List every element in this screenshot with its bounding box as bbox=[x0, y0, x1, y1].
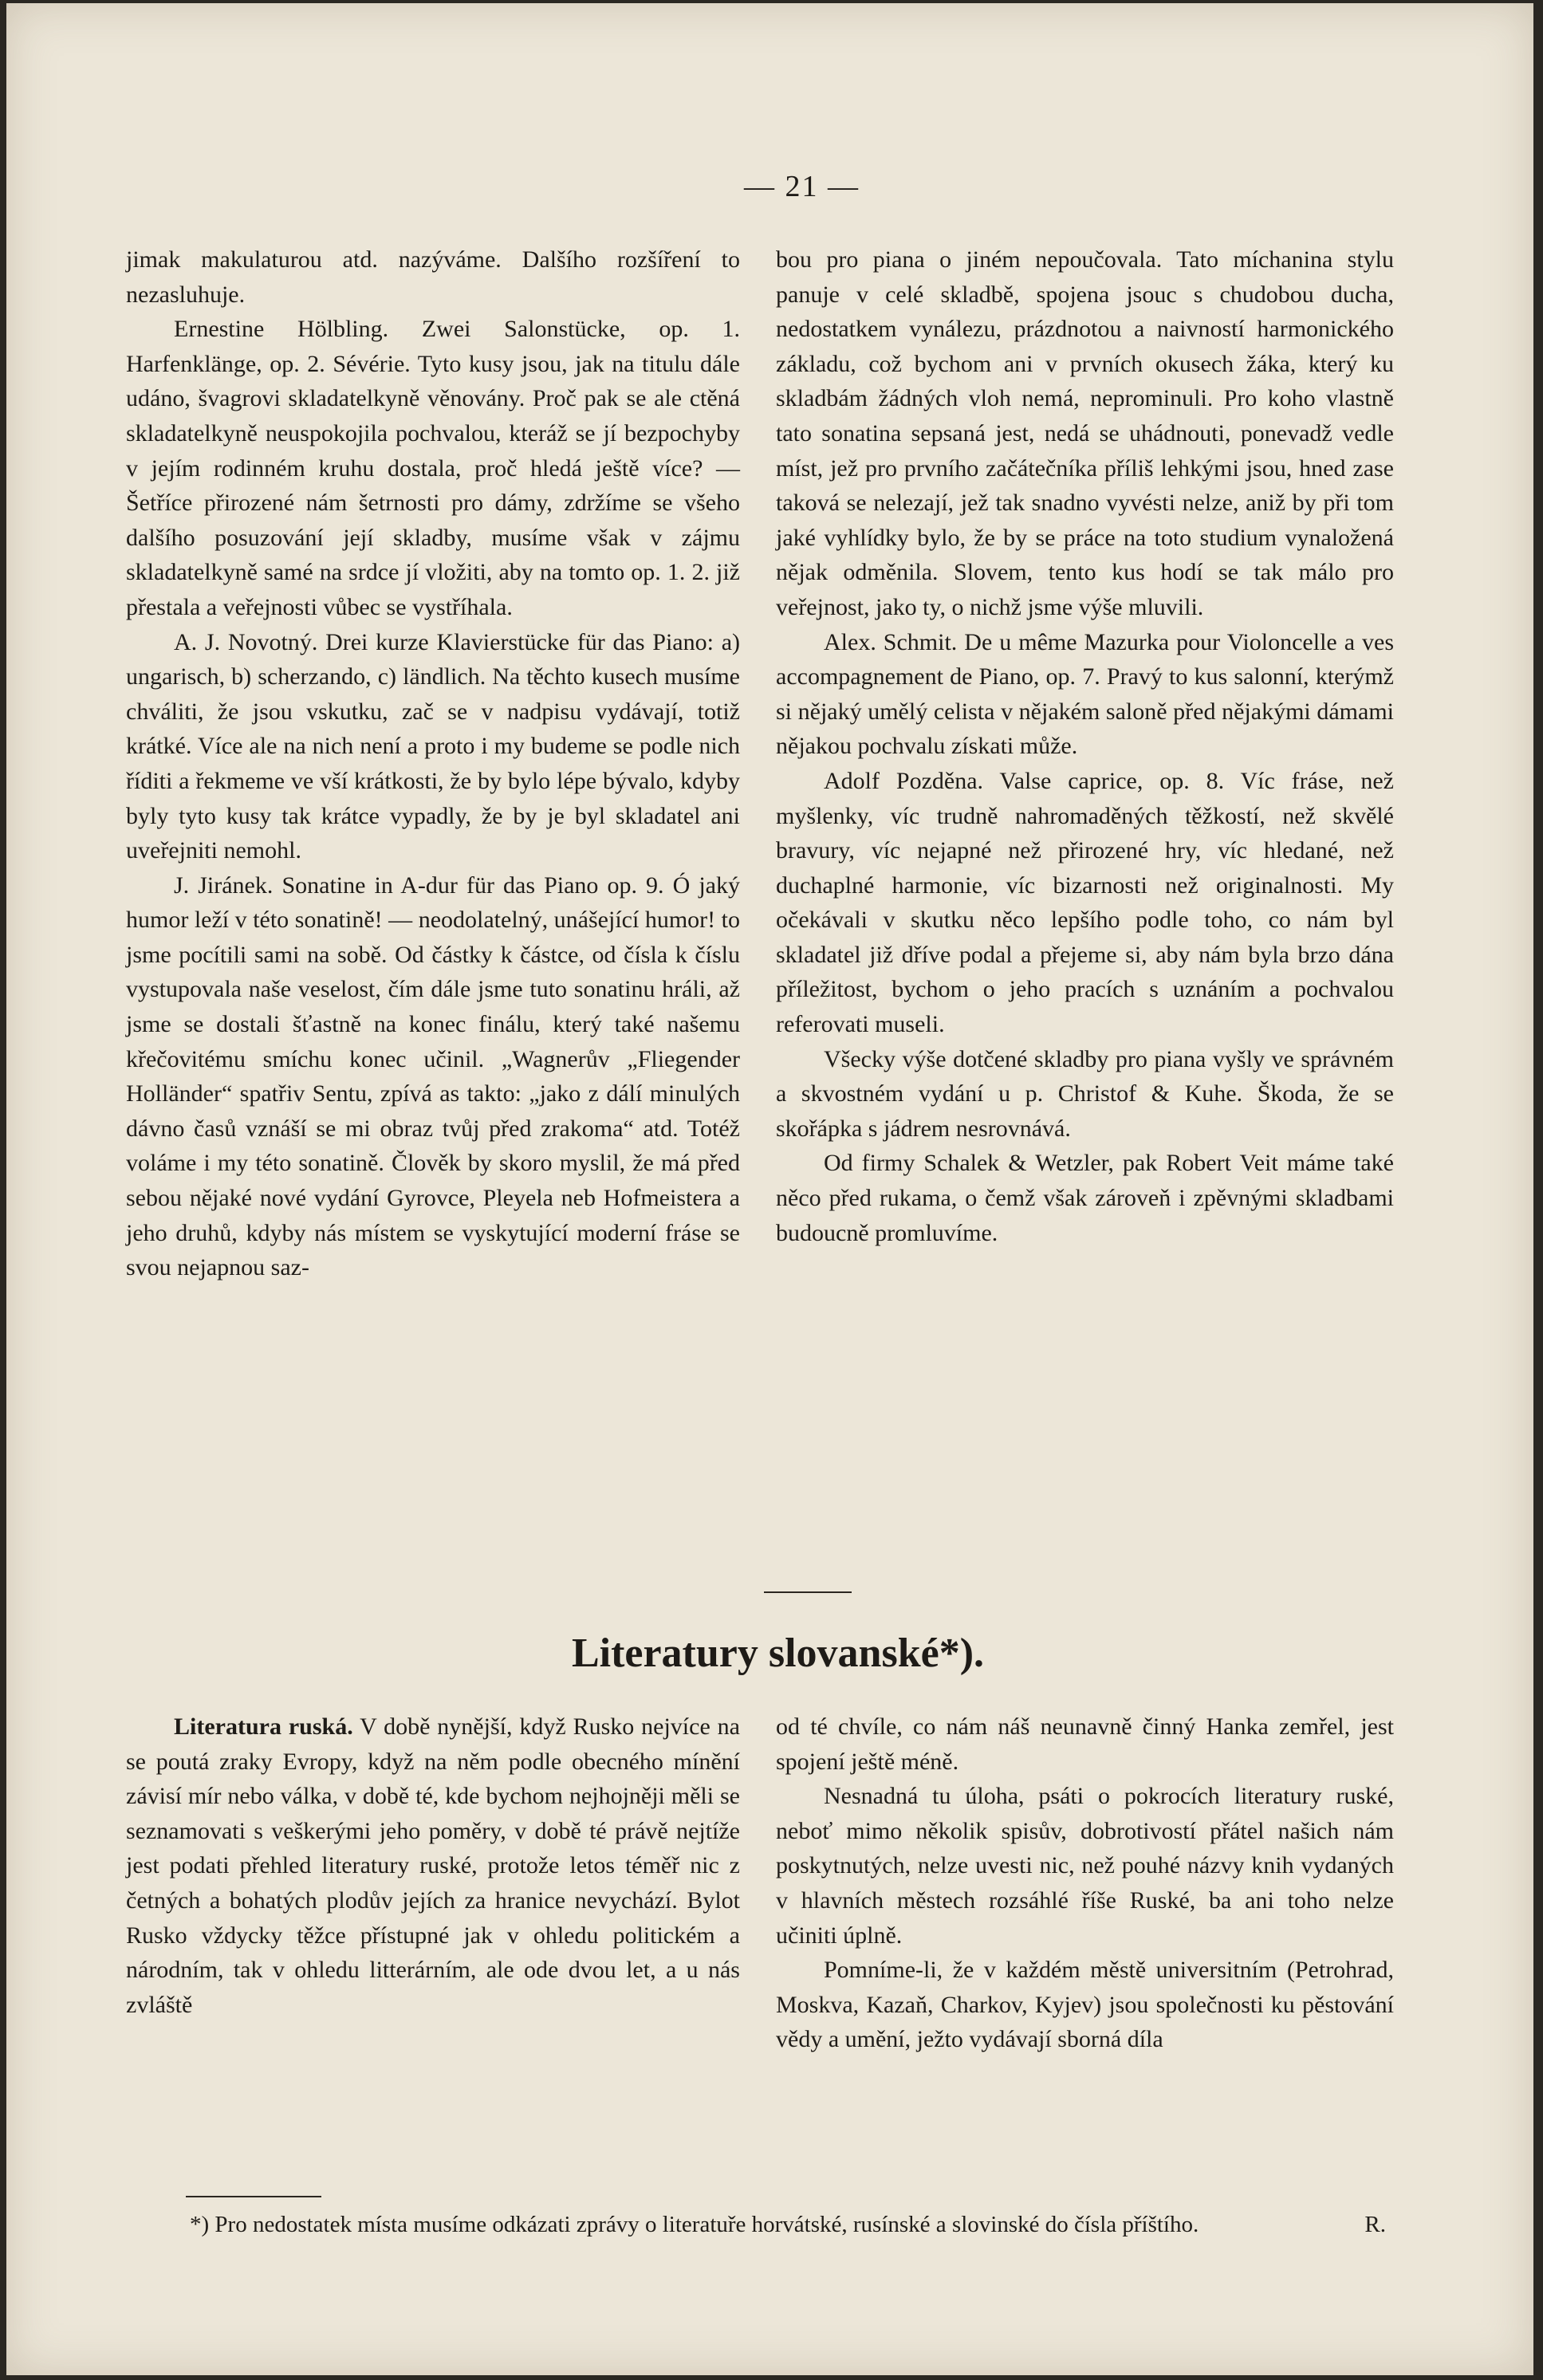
reviews-right-column bbox=[776, 242, 1394, 1250]
review-paragraph: Alex. Schmit. De u même Mazurka pour Violoncelle a ves accompagnement de Piano, op. 7. Pravý to kus salonní, kterýmž si nějaký umělý celista v nějakém saloně před nějakými dámami nějakou pochvalu získati může. bbox=[776, 628, 1394, 760]
section-heading: Literatury slovanské*). bbox=[571, 1631, 985, 1676]
section-divider bbox=[764, 1591, 852, 1593]
review-paragraph: Všecky výše dotčené skladby pro piana vyšly ve správném a skvostném vydání u p. Christof & Kuhe. Škoda, že se skořápka s jádrem nesrovnává. bbox=[776, 1045, 1394, 1142]
section-paragraph: od té chvíle, co nám náš neunavně činný Hanka zemřel, jest spojení ještě méně. bbox=[776, 1713, 1394, 1775]
review-paragraph: jimak makulaturou atd. nazýváme. Dalšího rozšíření to nezasluhuje. bbox=[126, 246, 740, 308]
reviews-left-column bbox=[126, 242, 740, 1285]
footnote-signature: R. bbox=[1364, 2212, 1386, 2237]
section-paragraph: Pomníme-li, že v každém městě universitním (Petrohrad, Moskva, Kazaň, Charkov, Kyjev) jsou společnosti ku pěstování vědy a umění, ježto vydávají sborná díla bbox=[776, 1957, 1394, 2053]
review-paragraph: bou pro piana o jiném nepoučovala. Tato míchanina stylu panuje v celé skladbě, spojena jsouc s chudobou ducha, nedostatkem vynálezu, prázdnotou a naivností harmonického základu, což bychom ani v prvních okusech žáka, který ku skladbám žádných vloh nemá, neprominuli. Pro koho vlastně tato sonatina sepsaná jest, nedá se uhádnouti, ponevadž vedle míst, jež pro prvního začátečníka příliš lehkými jsou, hned zase taková se nelezají, jež tak snadno vyvésti nelze, aniž by při tom jaké vyhlídky bylo, že by se práce na toto studium vynaložená nějak odměnila. Slovem, tento kus hodí se tak málo pro veřejnost, jako ty, o nichž jsme výše mluvili. bbox=[776, 246, 1394, 620]
section-right-column bbox=[776, 1709, 1394, 2057]
page bbox=[6, 3, 1533, 2375]
review-paragraph: A. J. Novotný. Drei kurze Klavierstücke für das Piano: a) ungarisch, b) scherzando, c) ländlich. Na těchto kusech musíme chváliti, že jsou vskutku, zač se v nadpisu vydávají, totiž krátké. Více ale na nich není a proto i my budeme se podle nich říditi a řekmeme ve vší krátkosti, že by bylo lépe bývalo, kdyby byly tyto kusy tak krátce vypadly, že by je byl skladatel ani uveřejniti nemohl. bbox=[126, 628, 740, 864]
footnote bbox=[190, 2208, 1386, 2241]
section-left-column bbox=[126, 1709, 740, 2022]
section-paragraph: Nesnadná tu úloha, psáti o pokrocích literatury ruské, neboť mimo několik spisův, dobrotivostí přátel našich nám poskytnutých, nelze uvesti nic, než pouhé názvy knih vydaných v hlavních městech rozsáhlé říše Ruské, ba ani toho nelze učiniti úplně. bbox=[776, 1783, 1394, 1949]
footnote-rule bbox=[186, 2196, 321, 2197]
review-paragraph: Ernestine Hölbling. Zwei Salonstücke, op. 1. Harfenklänge, op. 2. Sévérie. Tyto kusy jsou, jak na titulu dále udáno, švagrovi skladatelkyně věnovány. Proč pak se ale ctěná skladatelkyně neuspokojila pochvalou, kteráž se jí bezpochyby v jejím rodinném kruhu dostala, proč hledá ještě více? — Šetříce přirozené nám šetrnosti pro dámy, zdržíme se všeho dalšího posuzování její skladby, musíme však v zájmu skladatelkyně samé na srdce jí vložiti, aby na tomto op. 1. 2. již přestala a veřejnosti vůbec se vystříhala. bbox=[126, 316, 740, 620]
section-paragraph: V době nynější, když Rusko nejvíce na se poutá zraky Evropy, když na něm podle obecného mínění závisí mír nebo válka, v době té, kde bychom nejhojněji měli se seznamovati s veškerými jeho poměry, v době té právě nejtíže jest podati přehled literatury ruské, protože letos téměř nic z četných a bohatých plodův jejích za hranice nevychází. Bylot Rusko vždycky těžce přístupné jak v ohledu politickém a národním, tak v ohledu litterárním, ale ode dvou let, a u nás zvláště bbox=[126, 1713, 740, 2018]
review-paragraph: Od firmy Schalek & Wetzler, pak Robert Veit máme také něco před rukama, o čemž však zároveň i zpěvnými skladbami budoucně promluvíme. bbox=[776, 1150, 1394, 1246]
review-paragraph: Adolf Pozděna. Valse caprice, op. 8. Víc fráse, než myšlenky, víc trudně nahromaděných těžkostí, než skvělé bravury, víc nejapné než přirozené hry, víc hledané, než duchaplné harmonie, víc bizarnosti než originalnosti. My očekávali v skutku něco lepšího podle toho, co nám byl skladatel již dříve podal a přejeme si, aby nám byla brzo dána příležitost, bychom o jeho pracích s uznáním a pochvalou referovati museli. bbox=[776, 767, 1394, 1038]
page-number: — 21 — bbox=[744, 170, 860, 203]
review-paragraph: J. Jiránek. Sonatine in A-dur für das Piano op. 9. Ó jaký humor leží v této sonatině! — neodolatelný, unášející humor! to jsme pocítili sami na sobě. Od částky k částce, od čísla k číslu vystupovala naše veselost, čím dále jsme tuto sonatinu hráli, až jsme se dostali šťastně na konec finálu, který také našemu křečovitému smíchu konec učinil. „Wagnerův „Fliegender Holländer“ spatřiv Sentu, zpívá as takto: „jako z dálí minulých dávno časů vznáší se mi obraz tvůj před zrakoma“ atd. Totéž voláme i my této sonatině. Člověk by skoro myslil, že má před sebou nějaké nové vydání Gyrovce, Pleyela neb Hofmeistera a jeho druhů, kdyby nás místem se vyskytující moderní fráse se svou nejapnou saz- bbox=[126, 871, 740, 1281]
subsection-title: Literatura ruská. bbox=[174, 1713, 353, 1740]
footnote-text: *) Pro nedostatek místa musíme odkázati zprávy o literatuře horvátské, rusínské a slovinské do čísla příštího. bbox=[190, 2212, 1199, 2237]
